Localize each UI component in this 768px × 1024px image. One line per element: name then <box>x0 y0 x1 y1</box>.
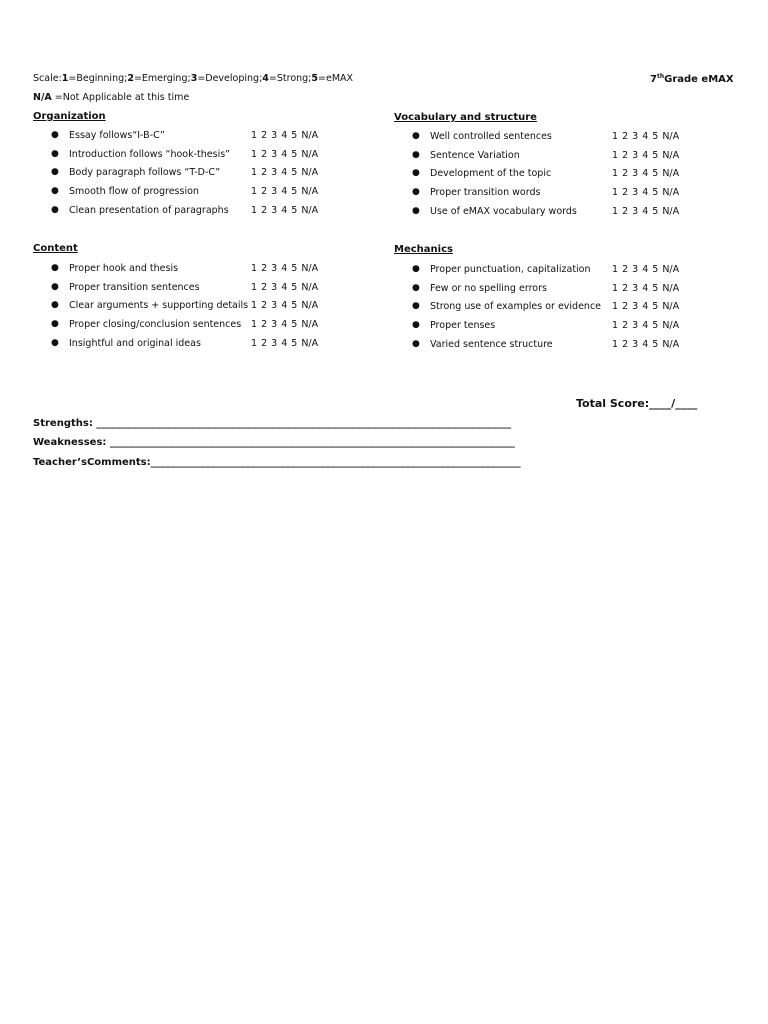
grade-title <box>650 73 734 85</box>
criterion-label: Introduction follows “hook-thesis” <box>69 148 231 160</box>
rating-scale: 1 2 3 4 5 N/A <box>251 281 319 293</box>
list-item <box>412 320 712 339</box>
criterion-label: Clear arguments + supporting details <box>69 300 249 312</box>
list-item <box>51 205 351 224</box>
bullet-icon: ● <box>412 205 420 216</box>
rating-scale: 1 2 3 4 5 N/A <box>251 204 319 216</box>
scale-num-1: 1 <box>61 73 69 84</box>
list-item <box>51 300 351 319</box>
list-item <box>51 149 351 168</box>
scale-text-2: =Emerging; <box>133 73 191 84</box>
section-title-organization: Organization <box>33 111 106 122</box>
list-item <box>51 338 351 357</box>
rating-scale: 1 2 3 4 5 N/A <box>612 338 680 350</box>
bullet-icon: ● <box>51 148 59 159</box>
bullet-icon: ● <box>412 320 420 331</box>
bullet-icon: ● <box>51 167 59 178</box>
criterion-label: Insightful and original ideas <box>69 337 201 349</box>
bullet-icon: ● <box>412 301 420 312</box>
grade-number: 7 <box>650 74 657 85</box>
section-title-mechanics: Mechanics <box>394 244 453 255</box>
list-item <box>412 264 712 283</box>
vocabulary-list <box>412 131 712 224</box>
rating-scale: 1 2 3 4 5 N/A <box>612 205 680 217</box>
rating-scale: 1 2 3 4 5 N/A <box>251 186 319 198</box>
criterion-label: Development of the topic <box>430 168 552 180</box>
criterion-label: Smooth flow of progression <box>69 186 199 198</box>
scale-text-3: =Developing; <box>197 73 263 84</box>
scale-prefix: Scale: <box>33 73 62 84</box>
list-item <box>51 167 351 186</box>
mechanics-list <box>412 264 712 357</box>
criterion-label: Varied sentence structure <box>430 338 553 350</box>
strengths-line: Strengths: ___________________________________________________________________________________ <box>33 418 512 429</box>
na-legend <box>33 92 189 103</box>
scale-num-4: 4 <box>262 73 269 84</box>
section-title-content: Content <box>33 243 78 254</box>
criterion-label: Strong use of examples or evidence <box>430 301 602 313</box>
na-label: N/A <box>33 92 52 103</box>
bullet-icon: ● <box>412 264 420 274</box>
list-item <box>412 150 712 169</box>
list-item <box>51 186 351 205</box>
rating-scale: 1 2 3 4 5 N/A <box>612 187 680 199</box>
bullet-icon: ● <box>51 204 59 215</box>
bullet-icon: ● <box>51 186 59 197</box>
rating-scale: 1 2 3 4 5 N/A <box>612 282 680 294</box>
rating-scale: 1 2 3 4 5 N/A <box>251 319 319 331</box>
rating-scale: 1 2 3 4 5 N/A <box>612 264 680 275</box>
criterion-label: Use of eMAX vocabulary words <box>430 205 577 217</box>
scale-legend <box>33 73 353 84</box>
list-item <box>51 319 351 338</box>
bullet-icon: ● <box>51 300 59 311</box>
bullet-icon: ● <box>51 319 59 330</box>
criterion-label: Proper closing/conclusion sentences <box>69 319 242 331</box>
rating-scale: 1 2 3 4 5 N/A <box>251 337 319 349</box>
teacher-comments-line: Teacher’sComments:__________________________________________________________________________ <box>33 457 521 468</box>
criterion-label: Proper tenses <box>430 320 496 332</box>
bullet-icon: ● <box>51 130 59 140</box>
scale-text-4: =Strong; <box>268 73 312 84</box>
criterion-label: Well controlled sentences <box>430 131 552 142</box>
bullet-icon: ● <box>412 131 420 141</box>
list-item <box>412 339 712 358</box>
bullet-icon: ● <box>51 337 59 348</box>
rating-scale: 1 2 3 4 5 N/A <box>251 148 319 160</box>
total-score <box>576 397 697 410</box>
criterion-label: Proper transition sentences <box>69 281 200 293</box>
bullet-icon: ● <box>51 281 59 292</box>
criterion-label: Proper hook and thesis <box>69 263 179 274</box>
bullet-icon: ● <box>412 168 420 179</box>
scale-num-5: 5 <box>311 73 319 84</box>
rating-scale: 1 2 3 4 5 N/A <box>612 131 680 142</box>
scale-num-2: 2 <box>127 73 134 84</box>
criterion-label: Sentence Variation <box>430 149 520 161</box>
list-item <box>412 283 712 302</box>
rating-scale: 1 2 3 4 5 N/A <box>251 130 319 141</box>
organization-list <box>51 130 351 223</box>
content-list <box>51 263 351 356</box>
list-item <box>412 168 712 187</box>
rating-scale: 1 2 3 4 5 N/A <box>612 320 680 332</box>
rating-scale: 1 2 3 4 5 N/A <box>612 168 680 180</box>
rating-scale: 1 2 3 4 5 N/A <box>251 167 319 179</box>
total-score-blank: ____/____ <box>649 397 698 410</box>
scale-num-3: 3 <box>190 73 198 84</box>
list-item <box>51 282 351 301</box>
criterion-label: Body paragraph follows “T-D-C” <box>69 167 221 179</box>
rating-scale: 1 2 3 4 5 N/A <box>612 149 680 161</box>
criterion-label: Few or no spelling errors <box>430 282 547 294</box>
bullet-icon: ● <box>51 263 59 273</box>
scale-text-1: =Beginning; <box>68 73 128 84</box>
list-item <box>412 301 712 320</box>
grade-superscript: th <box>656 73 665 80</box>
bullet-icon: ● <box>412 338 420 349</box>
criterion-label: Proper transition words <box>430 187 541 199</box>
rating-scale: 1 2 3 4 5 N/A <box>251 263 319 274</box>
list-item <box>51 130 351 149</box>
criterion-label: Proper punctuation, capitalization <box>430 264 591 275</box>
weaknesses-line: Weaknesses: _________________________________________________________________________________ <box>33 437 515 448</box>
list-item <box>412 131 712 150</box>
bullet-icon: ● <box>412 187 420 198</box>
list-item <box>412 187 712 206</box>
scale-text-5: =eMAX <box>318 73 354 84</box>
section-title-vocabulary: Vocabulary and structure <box>394 112 537 123</box>
bullet-icon: ● <box>412 282 420 293</box>
rating-scale: 1 2 3 4 5 N/A <box>251 300 319 312</box>
total-score-label: Total Score: <box>576 397 650 410</box>
bullet-icon: ● <box>412 149 420 160</box>
rating-scale: 1 2 3 4 5 N/A <box>612 301 680 313</box>
list-item <box>412 206 712 225</box>
criterion-label: Clean presentation of paragraphs <box>69 204 229 216</box>
list-item <box>51 263 351 282</box>
grade-text: Grade eMAX <box>664 74 734 85</box>
criterion-label: Essay follows“I-B-C” <box>69 130 165 141</box>
na-text: =Not Applicable at this time <box>51 92 190 103</box>
